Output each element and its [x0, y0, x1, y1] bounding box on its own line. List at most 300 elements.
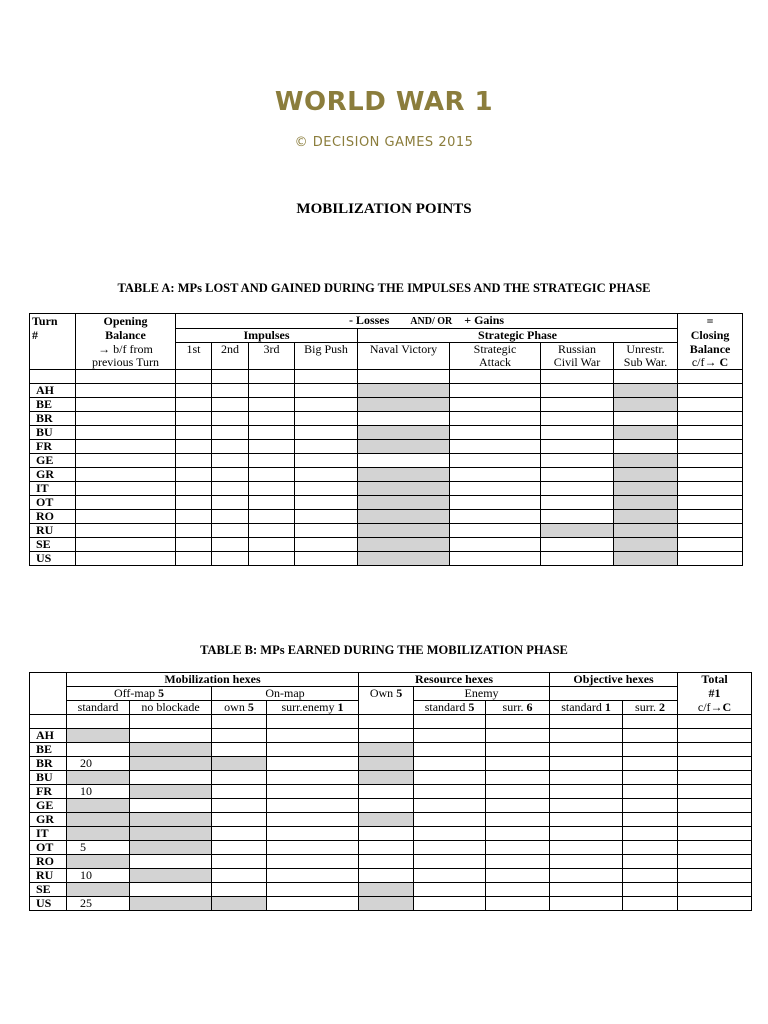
table-a-cell[interactable] — [295, 384, 358, 398]
table-a-cell[interactable] — [76, 496, 176, 510]
table-a-cell[interactable] — [212, 524, 249, 538]
table-a-cell[interactable] — [678, 440, 743, 454]
table-b-cell[interactable] — [414, 799, 486, 813]
table-a-cell[interactable] — [358, 412, 450, 426]
table-b-row — [30, 869, 752, 883]
table-a-cell[interactable] — [249, 538, 295, 552]
table-b-cell[interactable] — [130, 869, 212, 883]
table-b-cell[interactable] — [212, 771, 267, 785]
table-a-cell[interactable] — [176, 482, 212, 496]
table-b-cell[interactable] — [678, 841, 752, 855]
table-a-cell[interactable] — [678, 384, 743, 398]
offmap-standard-value[interactable]: 5 — [67, 841, 130, 855]
table-a-cell[interactable] — [541, 426, 614, 440]
table-b-cell[interactable] — [212, 785, 267, 799]
table-a-row — [30, 552, 743, 566]
table-b-cell[interactable] — [486, 729, 550, 743]
table-b-cell[interactable] — [359, 799, 414, 813]
offmap-standard-value[interactable]: 20 — [67, 757, 130, 771]
table-b-cell[interactable] — [359, 869, 414, 883]
col-strategic-attack: Strategic Attack — [450, 343, 541, 370]
table-a-cell[interactable] — [295, 482, 358, 496]
table-a-row — [30, 482, 743, 496]
country-code: OT — [30, 496, 76, 510]
table-b-cell[interactable] — [359, 743, 414, 757]
table-a-cell[interactable] — [358, 510, 450, 524]
table-a-cell[interactable] — [212, 538, 249, 552]
table-b-cell[interactable] — [678, 813, 752, 827]
table-a-cell[interactable] — [358, 496, 450, 510]
table-a-cell[interactable] — [249, 454, 295, 468]
table-b-cell[interactable] — [678, 771, 752, 785]
turn-header-hash: # — [30, 329, 76, 343]
table-b-cell[interactable] — [486, 785, 550, 799]
table-b-cell[interactable] — [623, 827, 678, 841]
offmap-standard-value[interactable] — [67, 771, 130, 785]
table-b-cell[interactable] — [550, 855, 623, 869]
table-b-cell[interactable] — [267, 813, 359, 827]
table-a-cell[interactable] — [212, 398, 249, 412]
table-b-cell[interactable] — [414, 813, 486, 827]
table-a-cell[interactable] — [614, 412, 678, 426]
table-a-row — [30, 496, 743, 510]
table-a-cell[interactable] — [249, 510, 295, 524]
offmap-standard-value[interactable]: 10 — [67, 869, 130, 883]
table-a-cell[interactable] — [176, 538, 212, 552]
table-a-cell[interactable] — [541, 524, 614, 538]
table-a-cell[interactable] — [450, 552, 541, 566]
table-b-cell[interactable] — [130, 729, 212, 743]
table-a-row — [30, 510, 743, 524]
table-a-cell[interactable] — [76, 482, 176, 496]
table-a-cell[interactable] — [450, 426, 541, 440]
table-a-cell[interactable] — [76, 426, 176, 440]
total-header: Total — [678, 673, 752, 687]
table-b-cell[interactable] — [267, 785, 359, 799]
table-b-cell[interactable] — [130, 855, 212, 869]
table-b-cell[interactable] — [414, 771, 486, 785]
table-b-cell[interactable] — [623, 729, 678, 743]
table-b-cell[interactable] — [414, 883, 486, 897]
offmap-standard-value[interactable] — [67, 883, 130, 897]
table-a-cell[interactable] — [295, 552, 358, 566]
table-b-cell[interactable] — [130, 785, 212, 799]
table-a-cell[interactable] — [614, 552, 678, 566]
table-a-cell[interactable] — [678, 552, 743, 566]
table-b-cell[interactable] — [486, 771, 550, 785]
table-a-cell[interactable] — [614, 384, 678, 398]
table-a-cell[interactable] — [295, 538, 358, 552]
table-a-cell[interactable] — [541, 510, 614, 524]
table-a-cell[interactable] — [358, 468, 450, 482]
table-b-cell[interactable] — [359, 897, 414, 911]
country-code: RU — [30, 524, 76, 538]
table-b-cell[interactable] — [359, 757, 414, 771]
table-b-cell[interactable] — [623, 757, 678, 771]
table-a-cell[interactable] — [678, 412, 743, 426]
table-a-cell[interactable] — [358, 538, 450, 552]
table-a-cell[interactable] — [450, 398, 541, 412]
table-a-cell[interactable] — [541, 552, 614, 566]
country-code: US — [30, 552, 76, 566]
country-code: OT — [30, 841, 67, 855]
table-a-cell[interactable] — [358, 524, 450, 538]
table-a-cell[interactable] — [249, 384, 295, 398]
table-a-cell[interactable] — [614, 482, 678, 496]
table-a-cell[interactable] — [176, 384, 212, 398]
table-a-cell[interactable] — [450, 468, 541, 482]
table-a-cell[interactable] — [176, 552, 212, 566]
table-a-cell[interactable] — [212, 440, 249, 454]
table-b-cell[interactable] — [623, 855, 678, 869]
table-b-cell[interactable] — [212, 757, 267, 771]
table-a-cell[interactable] — [295, 426, 358, 440]
offmap-standard-value[interactable]: 10 — [67, 785, 130, 799]
table-b-cell[interactable] — [623, 869, 678, 883]
table-a-cell[interactable] — [678, 510, 743, 524]
table-b-cell[interactable] — [359, 827, 414, 841]
table-b-cell[interactable] — [130, 827, 212, 841]
table-a-cell[interactable] — [614, 510, 678, 524]
table-a-cell[interactable] — [541, 398, 614, 412]
table-a-cell[interactable] — [614, 524, 678, 538]
table-b-cell[interactable] — [267, 883, 359, 897]
table-a-cell[interactable] — [249, 398, 295, 412]
table-a-cell[interactable] — [76, 552, 176, 566]
table-b-cell[interactable] — [486, 827, 550, 841]
table-b-cell[interactable] — [267, 841, 359, 855]
table-b-cell[interactable] — [212, 729, 267, 743]
table-a-cell[interactable] — [358, 552, 450, 566]
table-a-cell[interactable] — [249, 412, 295, 426]
table-b-cell[interactable] — [212, 743, 267, 757]
table-a-cell[interactable] — [295, 524, 358, 538]
table-b-cell[interactable] — [130, 897, 212, 911]
table-b-cell[interactable] — [678, 869, 752, 883]
table-a-cell[interactable] — [176, 468, 212, 482]
table-b-cell[interactable] — [359, 771, 414, 785]
table-a-cell[interactable] — [249, 440, 295, 454]
table-b-cell[interactable] — [678, 827, 752, 841]
table-a-cell[interactable] — [358, 384, 450, 398]
table-a-cell[interactable] — [358, 440, 450, 454]
table-a-cell[interactable] — [176, 524, 212, 538]
table-a-cell[interactable] — [212, 384, 249, 398]
offmap-standard-value[interactable] — [67, 813, 130, 827]
table-b-cell[interactable] — [486, 855, 550, 869]
table-b-cell[interactable] — [267, 729, 359, 743]
table-b-cell[interactable] — [212, 869, 267, 883]
table-a-cell[interactable] — [176, 398, 212, 412]
table-b-row — [30, 897, 752, 911]
table-b-cell[interactable] — [678, 855, 752, 869]
table-b-cell[interactable] — [623, 743, 678, 757]
table-a-cell[interactable] — [76, 468, 176, 482]
closing-header: = — [678, 314, 743, 329]
table-b-cell[interactable] — [550, 813, 623, 827]
table-b-cell[interactable] — [212, 813, 267, 827]
table-b-cell[interactable] — [623, 771, 678, 785]
col-unrestricted-sub-war: Unrestr. Sub War. — [614, 343, 678, 370]
table-a-cell[interactable] — [76, 454, 176, 468]
table-a-cell[interactable] — [358, 482, 450, 496]
table-b-cell[interactable] — [550, 897, 623, 911]
table-b-cell[interactable] — [550, 729, 623, 743]
table-b-cell[interactable] — [414, 757, 486, 771]
country-code: IT — [30, 482, 76, 496]
offmap-standard-value[interactable] — [67, 799, 130, 813]
table-a-cell[interactable] — [678, 454, 743, 468]
table-b-cell[interactable] — [414, 869, 486, 883]
table-b-cell[interactable] — [486, 883, 550, 897]
table-a-cell[interactable] — [249, 468, 295, 482]
table-a-cell[interactable] — [249, 482, 295, 496]
col-2nd: 2nd — [212, 343, 249, 370]
table-a-cell[interactable] — [76, 412, 176, 426]
table-a-cell[interactable] — [614, 496, 678, 510]
table-b-cell[interactable] — [678, 799, 752, 813]
table-a-cell[interactable] — [541, 468, 614, 482]
table-b-cell[interactable] — [678, 757, 752, 771]
table-a-cell[interactable] — [76, 538, 176, 552]
table-a-cell[interactable] — [541, 454, 614, 468]
table-a-cell[interactable] — [249, 524, 295, 538]
table-b-cell[interactable] — [678, 785, 752, 799]
table-b-cell[interactable] — [678, 897, 752, 911]
table-b-cell[interactable] — [623, 799, 678, 813]
table-a-cell[interactable] — [76, 524, 176, 538]
table-b-cell[interactable] — [486, 897, 550, 911]
table-b-row — [30, 785, 752, 799]
table-b-cell[interactable] — [550, 827, 623, 841]
table-b-cell[interactable] — [414, 827, 486, 841]
col-objective-standard: standard 1 — [550, 701, 623, 715]
table-b-cell[interactable] — [550, 841, 623, 855]
table-b-cell[interactable] — [550, 799, 623, 813]
table-b-cell[interactable] — [623, 785, 678, 799]
col-surr-enemy: surr.enemy 1 — [267, 701, 359, 715]
table-b-cell[interactable] — [130, 771, 212, 785]
table-a-cell[interactable] — [358, 454, 450, 468]
table-a-cell[interactable] — [176, 412, 212, 426]
table-b-cell[interactable] — [678, 883, 752, 897]
table-b-cell[interactable] — [550, 869, 623, 883]
offmap-standard-value[interactable]: 25 — [67, 897, 130, 911]
table-b-cell[interactable] — [359, 855, 414, 869]
table-a-cell[interactable] — [212, 510, 249, 524]
table-b-cell[interactable] — [486, 743, 550, 757]
table-a-cell[interactable] — [212, 468, 249, 482]
table-b-cell[interactable] — [678, 729, 752, 743]
table-a-cell[interactable] — [212, 426, 249, 440]
col-objective-surr: surr. 2 — [623, 701, 678, 715]
table-b-cell[interactable] — [414, 897, 486, 911]
table-b-cell[interactable] — [212, 883, 267, 897]
total-header-cf: c/f→C — [678, 701, 752, 715]
table-a-cell[interactable] — [678, 398, 743, 412]
table-a-cell[interactable] — [76, 384, 176, 398]
table-b-row — [30, 827, 752, 841]
table-b-cell[interactable] — [267, 897, 359, 911]
table-b-cell[interactable] — [267, 869, 359, 883]
table-a-cell[interactable] — [295, 468, 358, 482]
table-b-cell[interactable] — [267, 827, 359, 841]
table-a-cell[interactable] — [678, 482, 743, 496]
table-a-row — [30, 398, 743, 412]
table-b-cell[interactable] — [212, 799, 267, 813]
table-a-cell[interactable] — [212, 482, 249, 496]
turn-header: Turn — [30, 314, 76, 329]
table-a-cell[interactable] — [176, 440, 212, 454]
table-a-cell[interactable] — [450, 482, 541, 496]
table-b-cell[interactable] — [212, 841, 267, 855]
table-a-cell[interactable] — [541, 496, 614, 510]
table-a-cell[interactable] — [249, 496, 295, 510]
table-a-row — [30, 384, 743, 398]
table-a-cell[interactable] — [541, 440, 614, 454]
offmap-standard-value[interactable] — [67, 743, 130, 757]
table-b-cell[interactable] — [550, 771, 623, 785]
table-b-cell[interactable] — [359, 813, 414, 827]
table-a-cell[interactable] — [614, 440, 678, 454]
col-no-blockade: no blockade — [130, 701, 212, 715]
table-a-cell[interactable] — [450, 524, 541, 538]
table-a-cell[interactable] — [295, 440, 358, 454]
country-code: BR — [30, 412, 76, 426]
table-a-cell[interactable] — [450, 412, 541, 426]
table-b-cell[interactable] — [212, 897, 267, 911]
copyright-notice: © DECISION GAMES 2015 — [294, 135, 474, 150]
table-b-cell[interactable] — [486, 813, 550, 827]
table-b-cell[interactable] — [130, 743, 212, 757]
table-a-cell[interactable] — [450, 384, 541, 398]
table-b-cell[interactable] — [212, 855, 267, 869]
mobilization-hexes-header: Mobilization hexes — [67, 673, 359, 687]
table-a-cell[interactable] — [249, 426, 295, 440]
table-b-cell[interactable] — [130, 757, 212, 771]
table-a-cell[interactable] — [678, 496, 743, 510]
table-a-cell[interactable] — [176, 454, 212, 468]
table-a-cell[interactable] — [295, 398, 358, 412]
table-b-cell[interactable] — [486, 799, 550, 813]
table-b-cell[interactable] — [267, 799, 359, 813]
losses-gains-header — [176, 314, 678, 329]
table-b-cell[interactable] — [414, 855, 486, 869]
table-a-cell[interactable] — [678, 538, 743, 552]
table-b-cell[interactable] — [623, 897, 678, 911]
table-b-cell[interactable] — [486, 869, 550, 883]
col-offmap-standard: standard — [67, 701, 130, 715]
table-a-cell[interactable] — [295, 412, 358, 426]
table-a-cell[interactable] — [212, 412, 249, 426]
table-b-cell[interactable] — [414, 743, 486, 757]
table-b-row — [30, 729, 752, 743]
table-b-cell[interactable] — [414, 785, 486, 799]
table-b-cell[interactable] — [678, 743, 752, 757]
table-b-cell[interactable] — [212, 827, 267, 841]
table-b-cell[interactable] — [486, 841, 550, 855]
table-a-cell[interactable] — [450, 454, 541, 468]
table-a-cell[interactable] — [450, 440, 541, 454]
table-a-cell[interactable] — [212, 552, 249, 566]
table-b-cell[interactable] — [550, 785, 623, 799]
table-b-cell[interactable] — [359, 883, 414, 897]
table-a-cell[interactable] — [541, 482, 614, 496]
table-a-cell[interactable] — [76, 510, 176, 524]
table-b-cell[interactable] — [130, 813, 212, 827]
table-a-cell[interactable] — [76, 440, 176, 454]
country-code: US — [30, 897, 67, 911]
table-a-cell[interactable] — [541, 412, 614, 426]
table-b-row — [30, 883, 752, 897]
table-a-cell[interactable] — [450, 538, 541, 552]
table-b-cell[interactable] — [623, 883, 678, 897]
table-b-cell[interactable] — [130, 883, 212, 897]
table-b-cell[interactable] — [267, 771, 359, 785]
table-a-cell[interactable] — [176, 426, 212, 440]
table-b-cell[interactable] — [623, 841, 678, 855]
table-a-cell[interactable] — [541, 384, 614, 398]
col-resource-surr: surr. 6 — [486, 701, 550, 715]
table-b-cell[interactable] — [414, 841, 486, 855]
table-a-cell[interactable] — [678, 468, 743, 482]
table-a-cell[interactable] — [541, 538, 614, 552]
strategic-phase-header: Strategic Phase — [358, 329, 678, 343]
table-a-cell[interactable] — [295, 510, 358, 524]
table-a-cell[interactable] — [614, 398, 678, 412]
table-b-cell[interactable] — [486, 757, 550, 771]
table-a-cell[interactable] — [614, 454, 678, 468]
table-a-cell[interactable] — [450, 510, 541, 524]
table-b-cell[interactable] — [550, 883, 623, 897]
table-a-cell[interactable] — [358, 426, 450, 440]
offmap-standard-value[interactable] — [67, 827, 130, 841]
table-a-cell[interactable] — [176, 510, 212, 524]
table-a-cell[interactable] — [614, 538, 678, 552]
table-a-cell[interactable] — [614, 468, 678, 482]
table-a-cell[interactable] — [295, 496, 358, 510]
table-a-cell[interactable] — [176, 496, 212, 510]
table-b-cell[interactable] — [359, 729, 414, 743]
offmap-standard-value[interactable] — [67, 729, 130, 743]
table-b-cell[interactable] — [359, 785, 414, 799]
table-b-cell[interactable] — [359, 841, 414, 855]
table-a — [29, 313, 743, 566]
table-a-cell[interactable] — [450, 496, 541, 510]
table-a-cell[interactable] — [212, 454, 249, 468]
table-b-cell[interactable] — [623, 813, 678, 827]
table-b-cell[interactable] — [550, 743, 623, 757]
table-a-cell[interactable] — [212, 496, 249, 510]
table-a-cell[interactable] — [614, 426, 678, 440]
table-a-cell[interactable] — [76, 398, 176, 412]
table-a-cell[interactable] — [678, 524, 743, 538]
table-a-cell[interactable] — [678, 426, 743, 440]
country-code: RU — [30, 869, 67, 883]
table-b-cell[interactable] — [130, 841, 212, 855]
table-b-cell[interactable] — [130, 799, 212, 813]
table-b-cell[interactable] — [550, 757, 623, 771]
table-b-cell[interactable] — [267, 757, 359, 771]
table-b-cell[interactable] — [267, 855, 359, 869]
table-a-cell[interactable] — [295, 454, 358, 468]
offmap-standard-value[interactable] — [67, 855, 130, 869]
country-code: AH — [30, 729, 67, 743]
table-b-cell[interactable] — [414, 729, 486, 743]
table-a-cell[interactable] — [249, 552, 295, 566]
table-b-cell[interactable] — [267, 743, 359, 757]
table-a-cell[interactable] — [358, 398, 450, 412]
